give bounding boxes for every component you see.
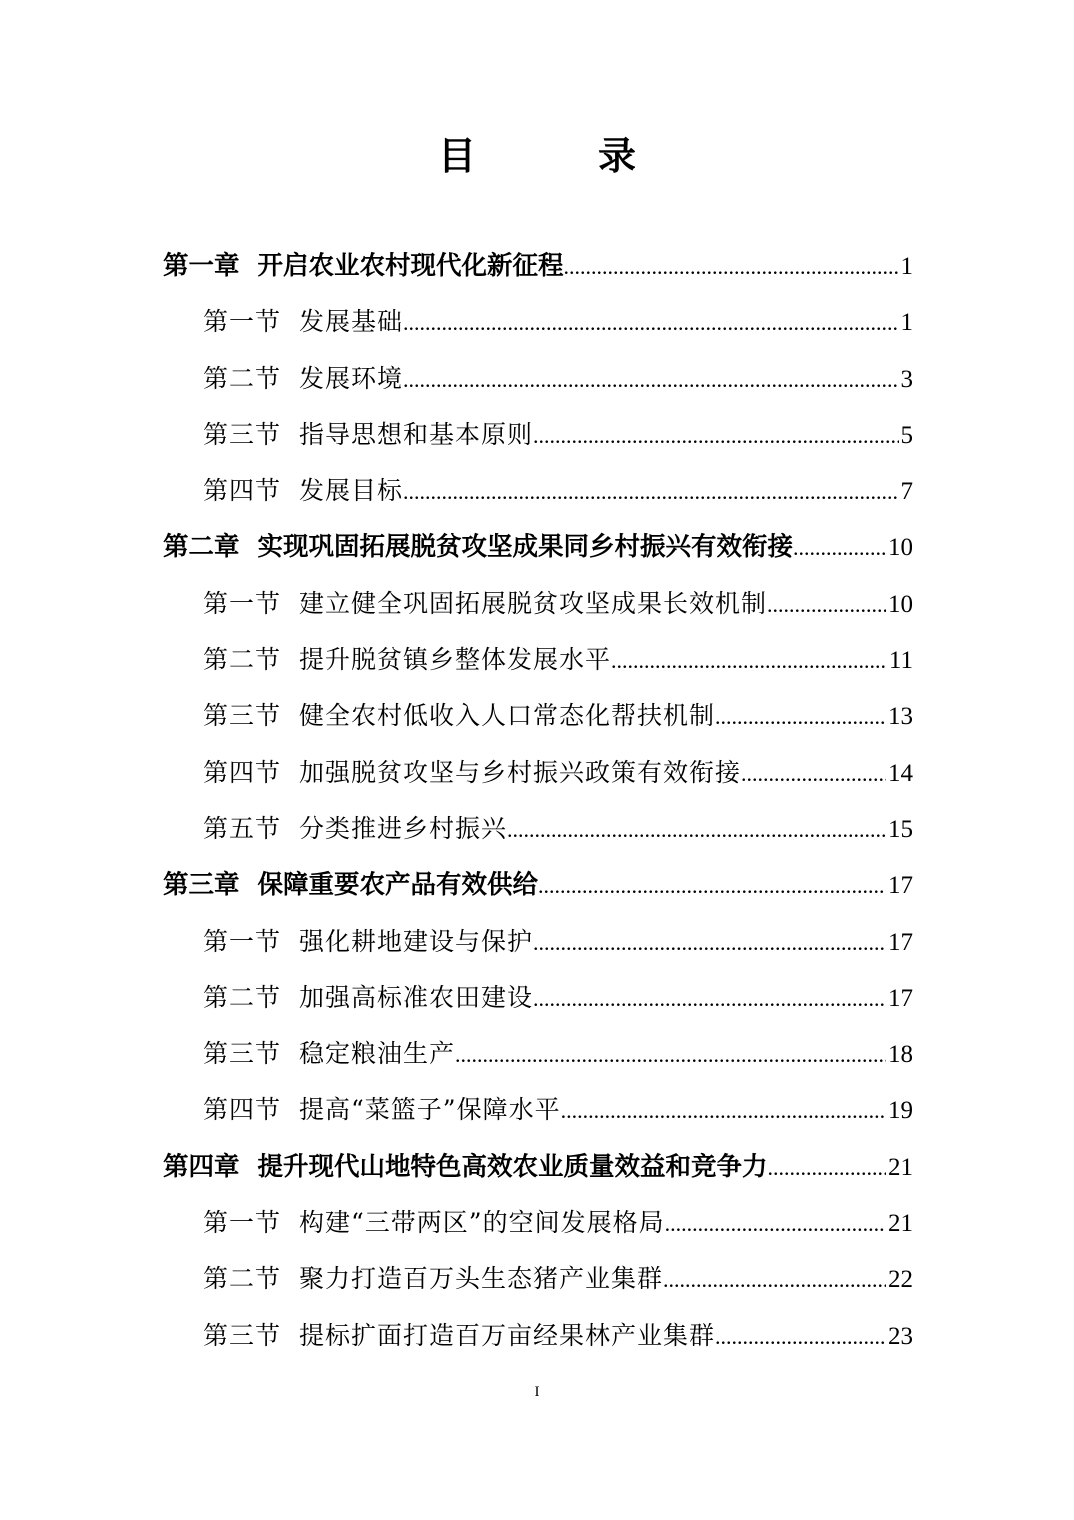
toc-entry-title: 分类推进乡村振兴: [299, 813, 508, 843]
toc-entry-number: 第三章: [163, 870, 240, 901]
toc-entry[interactable]: [163, 238, 913, 294]
dot-leader: [403, 464, 898, 520]
toc-entry-title: 保障重要农产品有效供给: [257, 870, 539, 901]
toc-entry-page: 17: [888, 872, 913, 900]
toc-entry[interactable]: [163, 463, 913, 519]
toc-entry-page: 18: [888, 1041, 913, 1069]
toc-entry-title: 提升脱贫镇乡整体发展水平: [299, 645, 612, 675]
toc-entry[interactable]: [163, 857, 913, 913]
toc-entry-title: 构建“三带两区”的空间发展格局: [299, 1208, 665, 1238]
toc-entry-page: 10: [888, 534, 913, 562]
toc-entry-title: 强化耕地建设与保护: [299, 926, 534, 956]
toc-entry-page: 13: [888, 703, 913, 731]
table-of-contents: [163, 238, 913, 1364]
toc-entry[interactable]: [163, 1026, 913, 1082]
toc-entry-page: 5: [900, 421, 913, 449]
toc-entry[interactable]: [163, 914, 913, 970]
dot-leader: [533, 915, 886, 971]
toc-entry-number: 第二节: [203, 982, 282, 1012]
toc-entry[interactable]: [163, 688, 913, 744]
toc-entry-number: 第三节: [203, 419, 282, 449]
toc-entry-number: 第三节: [203, 1320, 282, 1350]
dot-leader: [538, 858, 886, 914]
toc-entry-page: 14: [888, 759, 913, 787]
toc-entry-title: 建立健全巩固拓展脱贫攻坚成果长效机制: [299, 588, 768, 618]
toc-entry[interactable]: [163, 1082, 913, 1138]
toc-entry[interactable]: [163, 294, 913, 350]
toc-entry[interactable]: [163, 407, 913, 463]
toc-entry-title: 实现巩固拓展脱贫攻坚成果同乡村振兴有效衔接: [257, 532, 794, 563]
page-number: I: [534, 1384, 540, 1400]
toc-entry-page: 21: [888, 1210, 913, 1238]
page-title: 目 录: [437, 134, 678, 178]
toc-entry-title: 开启农业农村现代化新征程: [257, 251, 564, 281]
dot-leader: [403, 352, 898, 408]
toc-entry-title: 提标扩面打造百万亩经果林产业集群: [299, 1320, 716, 1350]
toc-entry-page: 11: [888, 647, 913, 675]
dot-leader: [403, 295, 898, 351]
toc-entry[interactable]: [163, 576, 913, 632]
toc-entry-title: 发展基础: [299, 307, 404, 337]
dot-leader: [768, 1140, 886, 1196]
dot-leader: [611, 633, 887, 689]
toc-entry-page: 1: [900, 309, 913, 337]
toc-entry-page: 19: [888, 1097, 913, 1125]
toc-entry-title: 提高“菜篮子”保障水平: [299, 1095, 561, 1125]
toc-entry-number: 第一节: [203, 1208, 282, 1238]
toc-entry-title: 加强高标准农田建设: [299, 982, 534, 1012]
toc-entry[interactable]: [163, 745, 913, 801]
dot-leader: [533, 971, 886, 1027]
dot-leader: [715, 1309, 886, 1365]
toc-entry[interactable]: [163, 519, 913, 575]
toc-entry-title: 提升现代山地特色高效农业质量效益和竞争力: [257, 1151, 768, 1182]
dot-leader: [793, 520, 886, 576]
toc-entry-page: 7: [900, 478, 913, 506]
dot-leader: [533, 408, 898, 464]
toc-entry[interactable]: [163, 1195, 913, 1251]
toc-entry-number: 第四节: [203, 1095, 282, 1125]
toc-entry-number: 第五节: [203, 813, 282, 843]
dot-leader: [665, 1196, 886, 1252]
toc-entry-number: 第四节: [203, 476, 282, 506]
toc-entry[interactable]: [163, 351, 913, 407]
toc-entry-page: 17: [888, 928, 913, 956]
toc-entry-title: 稳定粮油生产: [299, 1039, 456, 1069]
dot-leader: [507, 802, 886, 858]
toc-entry-title: 指导思想和基本原则: [299, 419, 534, 449]
toc-entry-page: 15: [888, 815, 913, 843]
dot-leader: [561, 1083, 886, 1139]
dot-leader: [767, 577, 886, 633]
toc-entry-page: 23: [888, 1322, 913, 1350]
toc-entry-page: 1: [900, 253, 913, 280]
toc-entry-number: 第一节: [203, 926, 282, 956]
toc-entry[interactable]: [163, 801, 913, 857]
toc-entry-page: 3: [900, 365, 913, 393]
toc-entry[interactable]: [163, 1251, 913, 1307]
dot-leader: [663, 1252, 886, 1308]
toc-entry-page: 10: [888, 590, 913, 618]
toc-entry-page: 21: [888, 1153, 913, 1181]
toc-entry-number: 第二节: [203, 363, 282, 393]
toc-entry-title: 健全农村低收入人口常态化帮扶机制: [299, 701, 716, 731]
dot-leader: [741, 746, 886, 802]
toc-entry[interactable]: [163, 970, 913, 1026]
toc-entry-number: 第一节: [203, 307, 282, 337]
toc-entry-number: 第一章: [163, 251, 240, 281]
toc-entry-number: 第二章: [163, 532, 240, 563]
toc-entry-number: 第一节: [203, 588, 282, 618]
dot-leader: [715, 689, 886, 745]
toc-entry-number: 第三节: [203, 1039, 282, 1069]
toc-entry-title: 发展环境: [299, 363, 404, 393]
toc-entry[interactable]: [163, 632, 913, 688]
toc-entry-page: 22: [888, 1266, 913, 1294]
toc-entry[interactable]: [163, 1308, 913, 1364]
toc-entry-title: 加强脱贫攻坚与乡村振兴政策有效衔接: [299, 757, 742, 787]
toc-entry[interactable]: [163, 1139, 913, 1195]
toc-entry-number: 第二节: [203, 1264, 282, 1294]
toc-entry-page: 17: [888, 984, 913, 1012]
toc-entry-number: 第四章: [163, 1151, 240, 1182]
dot-leader: [455, 1027, 886, 1083]
toc-entry-number: 第四节: [203, 757, 282, 787]
toc-entry-number: 第三节: [203, 701, 282, 731]
toc-entry-number: 第二节: [203, 645, 282, 675]
toc-entry-title: 发展目标: [299, 476, 404, 506]
dot-leader: [564, 239, 899, 295]
toc-entry-title: 聚力打造百万头生态猪产业集群: [299, 1264, 664, 1294]
